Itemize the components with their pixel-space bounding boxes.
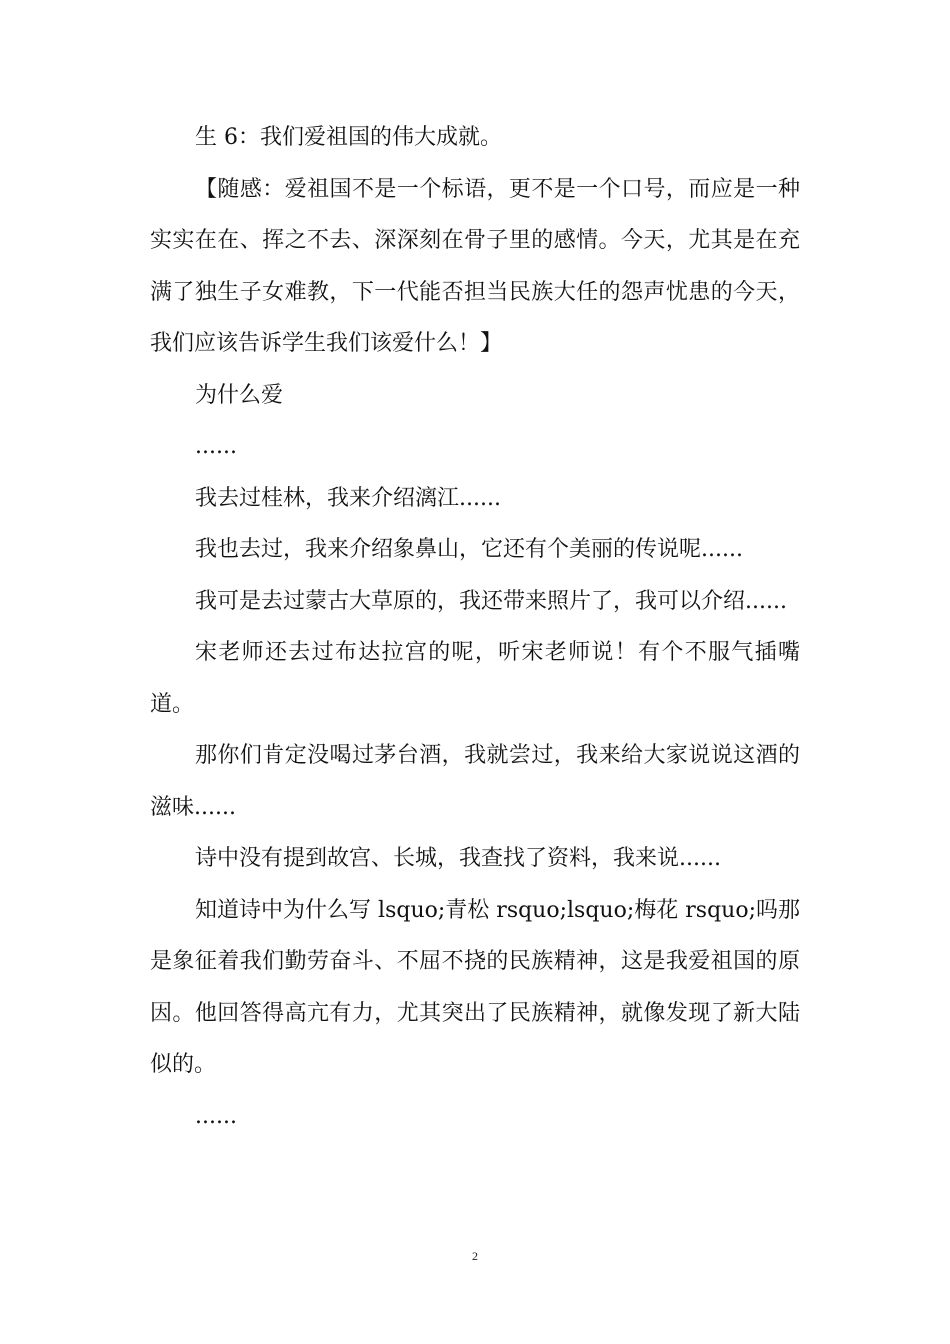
paragraph-forbidden-city: 诗中没有提到故宫、长城，我查找了资料，我来说...... <box>195 846 721 871</box>
paragraph-ellipsis: ...... <box>195 434 237 459</box>
paragraph-guilin: 我去过桂林，我来介绍漓江...... <box>195 485 501 511</box>
paragraph-mongolia-grassland: 我可是去过蒙古大草原的，我还带来照片了，我可以介绍...... <box>195 588 787 614</box>
paragraph-ellipsis-end: ...... <box>195 1103 237 1129</box>
paragraph-potala-palace: 宋老师还去过布达拉宫的呢，听宋老师说！有个不服气插嘴道。 <box>150 640 800 717</box>
page-number: 2 <box>472 1249 478 1263</box>
paragraph-moutai: 那你们肯定没喝过茅台酒，我就尝过，我来给大家说说这酒的滋味...... <box>150 743 800 820</box>
paragraph-pine-plum: 知道诗中为什么写 lsquo;青松 rsquo;lsquo;梅花 rsquo;吗那是象征着我们勤劳奋斗、不屈不挠的民族精神，这是我爱祖国的原因。他回答得高亢有力，尤其突出了民族精神，就像发现了新大陆似的。 <box>150 897 800 1077</box>
paragraph-why-love: 为什么爱 <box>195 382 284 408</box>
paragraph-elephant-trunk-hill: 我也去过，我来介绍象鼻山，它还有个美丽的传说呢...... <box>195 537 743 562</box>
paragraph-reflection: 【随感：爱祖国不是一个标语，更不是一个口号，而应是一种实实在在、挥之不去、深深刻在骨子里的感情。今天，尤其是在充满了独生子女难教，下一代能否担当民族大任的怨声忧患的今天，我们应该告诉学生我们该爱什么！】 <box>150 176 800 356</box>
document-body <box>150 112 800 1142</box>
paragraph-student-six: 生 6：我们爱祖国的伟大成就。 <box>195 125 502 150</box>
